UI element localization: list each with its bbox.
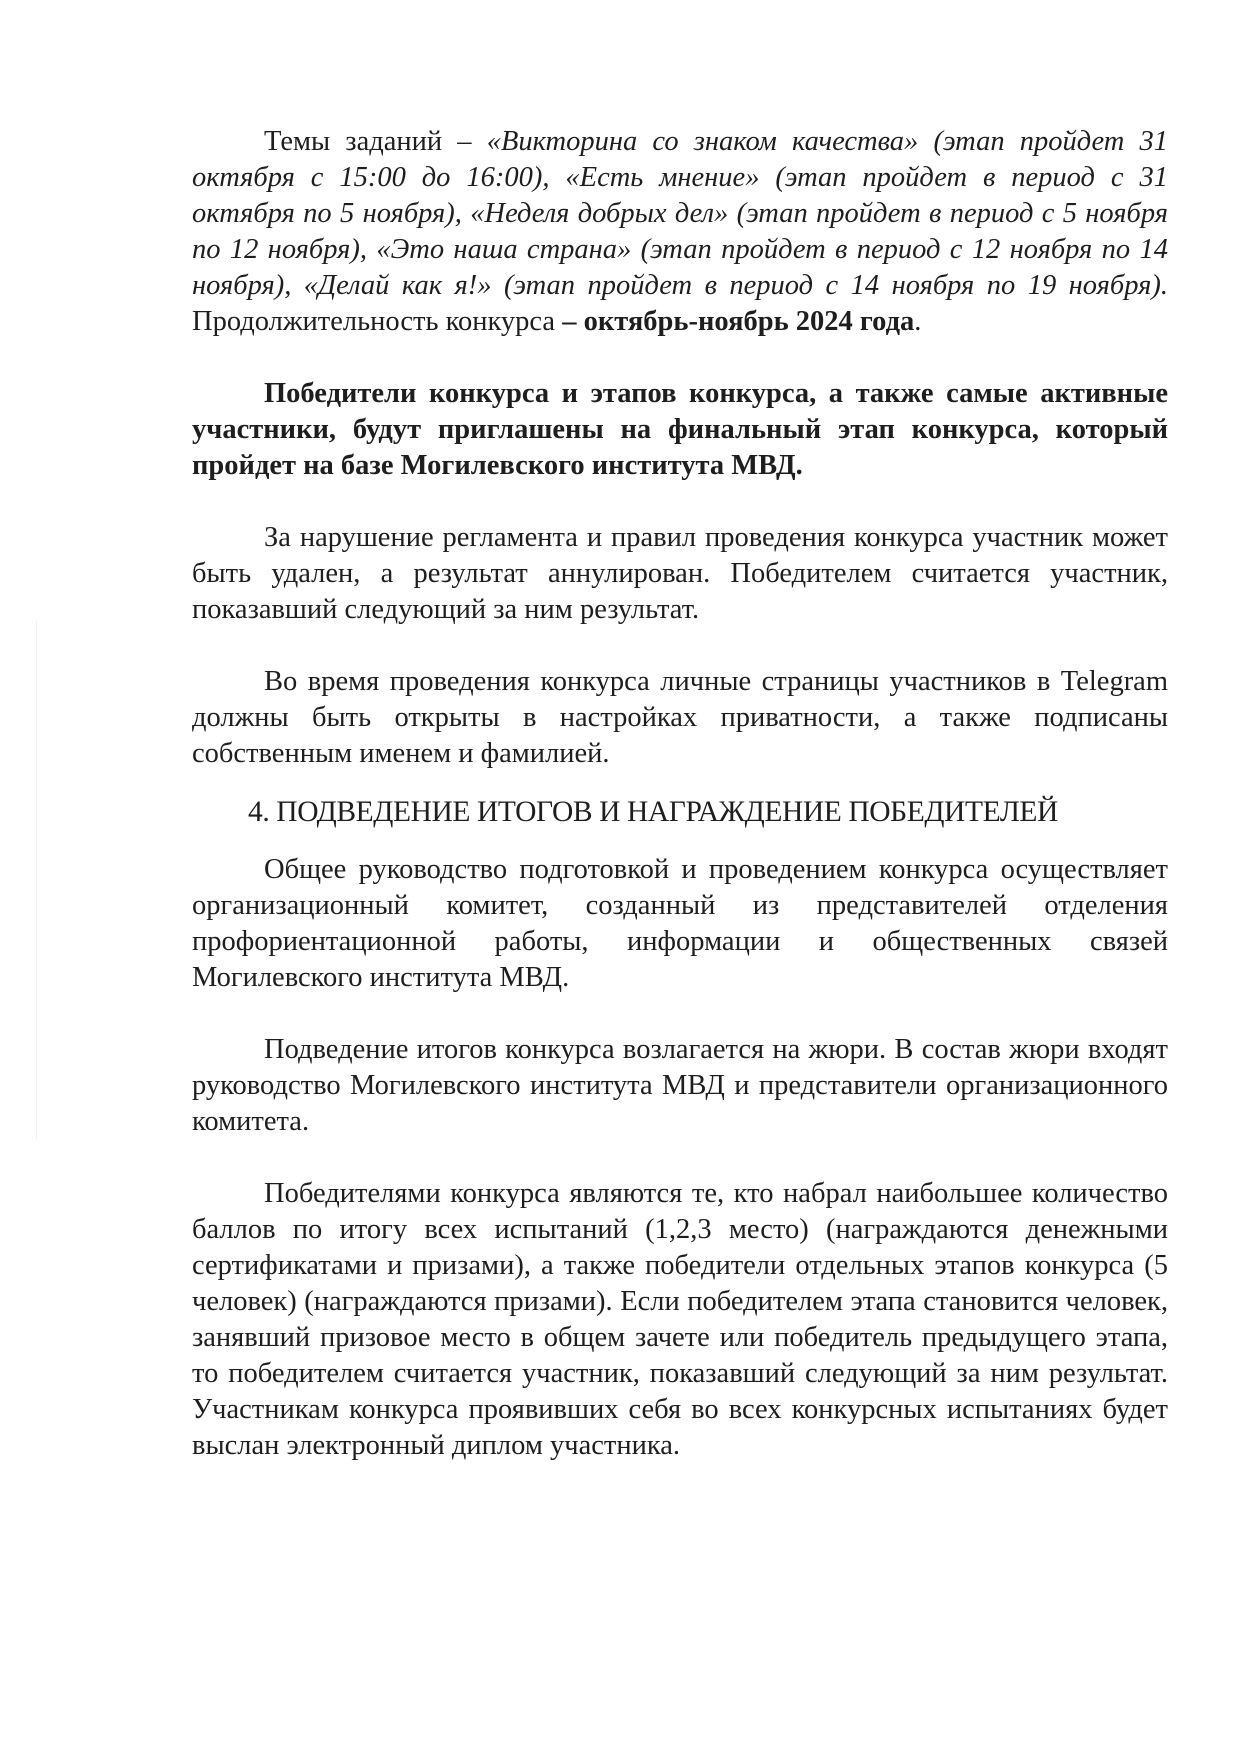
topics-lead: Темы заданий – bbox=[264, 126, 487, 157]
document-body bbox=[192, 124, 1168, 1464]
stage-2: «Есть мнение» (этап пройдет в период с 31 октября по 5 ноября), bbox=[192, 162, 1168, 229]
winners-invited-paragraph: Победители конкурса и этапов конкурса, а также самые активные участники, будут приглашены на финальный этап конкурса, который пройдет на базе Могилевского института МВД. bbox=[192, 378, 1168, 481]
stage-5: «Делай как я!» (этап пройдет в период с 14 ноября по 19 ноября). bbox=[303, 270, 1168, 301]
duration-value: – октябрь-ноябрь 2024 года bbox=[562, 306, 915, 337]
stage-3: «Неделя добрых дел» (этап пройдет в период с 5 ноября по 12 ноября), bbox=[192, 198, 1168, 265]
topics-end: . bbox=[914, 306, 922, 337]
topics-paragraph bbox=[192, 124, 1168, 340]
jury-paragraph: Подведение итогов конкурса возлагается на жюри. В состав жюри входят руководство Могилевского института МВД и представители организационного комитета. bbox=[192, 1034, 1168, 1137]
awards-paragraph: Победителями конкурса являются те, кто набрал наибольшее количество баллов по итогу всех испытаний (1,2,3 место) (награждаются денежными сертификатами и призами), а также победители отдельных этапов конкурса (5 человек) (награждаются призами). Если победителем этапа становится человек, занявший призовое место в общем зачете или победитель предыдущего этапа, то победителем считается участник, показавший следующий за ним результат. Участникам конкурса проявивших себя во всех конкурсных испытаниях будет выслан электронный диплом участника. bbox=[192, 1178, 1168, 1461]
stage-1: «Викторина со знаком качества» (этап пройдет 31 октября с 15:00 до 16:00), bbox=[192, 126, 1168, 193]
stage-4: «Это наша страна» (этап пройдет в период с 12 ноября по 14 ноября), bbox=[192, 234, 1168, 301]
telegram-paragraph: Во время проведения конкурса личные страницы участников в Telegram должны быть открыты в настройках приватности, а также подписаны собственным именем и фамилией. bbox=[192, 666, 1168, 769]
management-paragraph: Общее руководство подготовкой и проведением конкурса осуществляет организационный комитет, созданный из представителей отделения профориентационной работы, информации и общественных связей Могилевского института МВД. bbox=[192, 854, 1168, 993]
section-4-heading: 4. ПОДВЕДЕНИЕ ИТОГОВ И НАГРАЖДЕНИЕ ПОБЕДИТЕЛЕЙ bbox=[248, 796, 1058, 828]
violations-paragraph: За нарушение регламента и правил проведения конкурса участник может быть удален, а результат аннулирован. Победителем считается участник, показавший следующий за ним результат. bbox=[192, 522, 1168, 625]
duration-label: Продолжительность конкурса bbox=[192, 306, 563, 337]
scan-edge-mark bbox=[36, 620, 37, 1140]
